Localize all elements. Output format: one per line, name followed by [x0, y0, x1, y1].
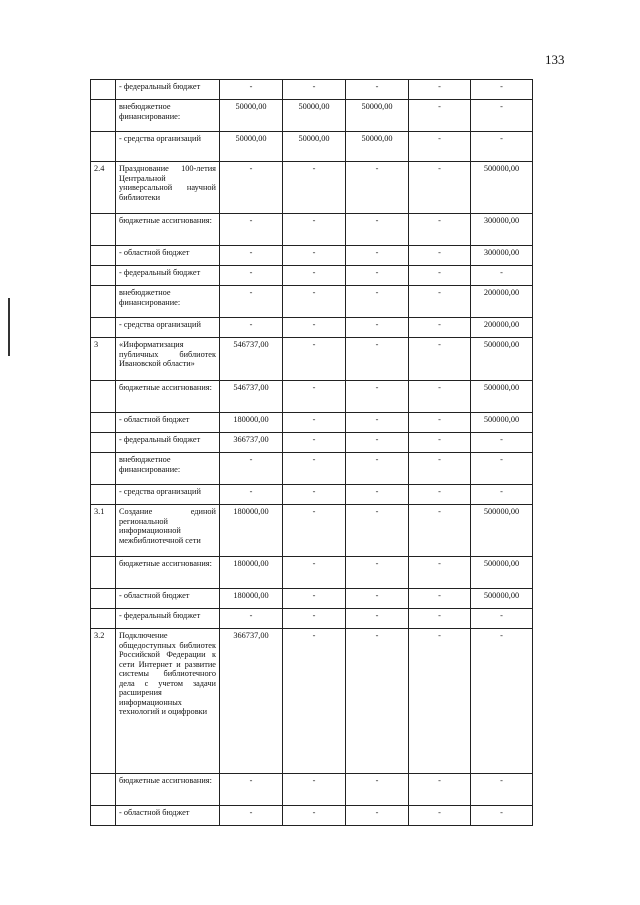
value-col-1: - [220, 318, 283, 338]
value-col-3: - [346, 774, 409, 806]
value-col-1: 366737,00 [220, 433, 283, 453]
table-row [91, 381, 533, 413]
page-number: 133 [545, 52, 565, 67]
row-label: - областной бюджет [116, 589, 220, 609]
value-col-2: - [283, 774, 346, 806]
value-col-2: - [283, 80, 346, 100]
value-col-2: - [283, 806, 346, 826]
table-row [91, 246, 533, 266]
row-number: 2.4 [91, 162, 116, 214]
value-col-1: - [220, 80, 283, 100]
value-col-4: - [409, 589, 471, 609]
value-col-5: 500000,00 [471, 413, 533, 433]
value-col-5: 200000,00 [471, 318, 533, 338]
value-col-1: 50000,00 [220, 100, 283, 132]
value-col-2: - [283, 266, 346, 286]
value-col-4: - [409, 286, 471, 318]
value-col-5: - [471, 609, 533, 629]
table-row [91, 318, 533, 338]
value-col-4: - [409, 132, 471, 162]
value-col-4: - [409, 214, 471, 246]
value-col-2: - [283, 318, 346, 338]
row-number [91, 453, 116, 485]
value-col-5: 200000,00 [471, 286, 533, 318]
value-col-4: - [409, 318, 471, 338]
value-col-3: - [346, 505, 409, 557]
table-row [91, 505, 533, 557]
row-number [91, 246, 116, 266]
value-col-2: 50000,00 [283, 100, 346, 132]
row-label: - средства организаций [116, 485, 220, 505]
row-label: - средства организаций [116, 132, 220, 162]
value-col-3: 50000,00 [346, 100, 409, 132]
value-col-2: - [283, 485, 346, 505]
value-col-1: - [220, 162, 283, 214]
row-number [91, 774, 116, 806]
value-col-4: - [409, 100, 471, 132]
value-col-1: 180000,00 [220, 413, 283, 433]
value-col-4: - [409, 485, 471, 505]
value-col-5: - [471, 433, 533, 453]
value-col-4: - [409, 246, 471, 266]
table-row [91, 485, 533, 505]
row-label: бюджетные ассигнования: [116, 557, 220, 589]
value-col-5: 500000,00 [471, 162, 533, 214]
value-col-1: - [220, 485, 283, 505]
row-number [91, 100, 116, 132]
row-label: внебюджетное финансирование: [116, 100, 220, 132]
row-label: - федеральный бюджет [116, 80, 220, 100]
table-body [91, 80, 533, 826]
value-col-3: - [346, 246, 409, 266]
value-col-3: - [346, 589, 409, 609]
row-label: бюджетные ассигнования: [116, 774, 220, 806]
row-label: внебюджетное финансирование: [116, 453, 220, 485]
value-col-3: - [346, 629, 409, 774]
value-col-2: - [283, 286, 346, 318]
table-row [91, 338, 533, 381]
value-col-2: - [283, 246, 346, 266]
value-col-5: 300000,00 [471, 246, 533, 266]
value-col-2: - [283, 589, 346, 609]
row-number: 3.2 [91, 629, 116, 774]
table-row [91, 433, 533, 453]
row-number [91, 214, 116, 246]
value-col-5: - [471, 774, 533, 806]
row-number [91, 433, 116, 453]
row-number [91, 806, 116, 826]
value-col-1: - [220, 214, 283, 246]
value-col-5: 300000,00 [471, 214, 533, 246]
value-col-5: - [471, 132, 533, 162]
row-number: 3.1 [91, 505, 116, 557]
margin-mark [8, 298, 10, 356]
table-row [91, 774, 533, 806]
budget-table [90, 79, 533, 826]
value-col-5: 500000,00 [471, 338, 533, 381]
value-col-1: - [220, 774, 283, 806]
value-col-4: - [409, 413, 471, 433]
row-label: бюджетные ассигнования: [116, 381, 220, 413]
table-row [91, 629, 533, 774]
row-label: «Информатизация публичных библиотек Ивановской области» [116, 338, 220, 381]
value-col-5: 500000,00 [471, 505, 533, 557]
value-col-3: 50000,00 [346, 132, 409, 162]
value-col-2: 50000,00 [283, 132, 346, 162]
value-col-3: - [346, 433, 409, 453]
value-col-2: - [283, 413, 346, 433]
table-row [91, 286, 533, 318]
table-row [91, 80, 533, 100]
value-col-4: - [409, 609, 471, 629]
value-col-4: - [409, 266, 471, 286]
value-col-3: - [346, 413, 409, 433]
row-label: - областной бюджет [116, 246, 220, 266]
value-col-3: - [346, 806, 409, 826]
table-row [91, 557, 533, 589]
value-col-4: - [409, 80, 471, 100]
value-col-1: 546737,00 [220, 338, 283, 381]
value-col-4: - [409, 381, 471, 413]
row-number [91, 286, 116, 318]
value-col-2: - [283, 609, 346, 629]
row-number [91, 413, 116, 433]
value-col-2: - [283, 433, 346, 453]
row-label: Празднование 100-летия Центральной универсальной научной библиотеки [116, 162, 220, 214]
value-col-3: - [346, 266, 409, 286]
value-col-5: - [471, 453, 533, 485]
value-col-2: - [283, 381, 346, 413]
table-row [91, 806, 533, 826]
row-number [91, 80, 116, 100]
value-col-3: - [346, 485, 409, 505]
table-row [91, 100, 533, 132]
row-number [91, 589, 116, 609]
value-col-4: - [409, 162, 471, 214]
value-col-4: - [409, 433, 471, 453]
row-label: бюджетные ассигнования: [116, 214, 220, 246]
row-number: 3 [91, 338, 116, 381]
value-col-4: - [409, 453, 471, 485]
row-number [91, 485, 116, 505]
row-label: - федеральный бюджет [116, 433, 220, 453]
value-col-2: - [283, 557, 346, 589]
row-number [91, 132, 116, 162]
table-row [91, 214, 533, 246]
value-col-1: - [220, 453, 283, 485]
value-col-4: - [409, 629, 471, 774]
table-row [91, 453, 533, 485]
value-col-1: 366737,00 [220, 629, 283, 774]
value-col-1: 50000,00 [220, 132, 283, 162]
value-col-1: - [220, 266, 283, 286]
value-col-5: - [471, 485, 533, 505]
value-col-2: - [283, 629, 346, 774]
value-col-5: 500000,00 [471, 381, 533, 413]
value-col-5: - [471, 266, 533, 286]
value-col-5: - [471, 806, 533, 826]
row-label: - федеральный бюджет [116, 609, 220, 629]
row-label: - средства организаций [116, 318, 220, 338]
value-col-1: - [220, 286, 283, 318]
value-col-2: - [283, 505, 346, 557]
row-label: внебюджетное финансирование: [116, 286, 220, 318]
value-col-3: - [346, 318, 409, 338]
value-col-5: 500000,00 [471, 557, 533, 589]
value-col-2: - [283, 162, 346, 214]
value-col-4: - [409, 505, 471, 557]
value-col-1: - [220, 246, 283, 266]
value-col-3: - [346, 80, 409, 100]
value-col-3: - [346, 381, 409, 413]
row-label: - федеральный бюджет [116, 266, 220, 286]
value-col-5: 500000,00 [471, 589, 533, 609]
value-col-5: - [471, 80, 533, 100]
table-row [91, 162, 533, 214]
row-number [91, 381, 116, 413]
value-col-4: - [409, 338, 471, 381]
table-row [91, 589, 533, 609]
value-col-1: - [220, 609, 283, 629]
value-col-1: 180000,00 [220, 505, 283, 557]
value-col-2: - [283, 214, 346, 246]
table-row [91, 609, 533, 629]
value-col-3: - [346, 162, 409, 214]
value-col-4: - [409, 806, 471, 826]
value-col-3: - [346, 453, 409, 485]
value-col-5: - [471, 629, 533, 774]
value-col-3: - [346, 338, 409, 381]
row-number [91, 266, 116, 286]
value-col-4: - [409, 774, 471, 806]
row-label: Подключение общедоступных библиотек Российской Федерации к сети Интернет и развитие системы библиотечного дела с учетом задачи расширения информационных технологий и оцифровки [116, 629, 220, 774]
row-number [91, 609, 116, 629]
value-col-1: - [220, 806, 283, 826]
table-row [91, 132, 533, 162]
value-col-2: - [283, 453, 346, 485]
value-col-3: - [346, 557, 409, 589]
value-col-2: - [283, 338, 346, 381]
row-label: Создание единой региональной информационной межбиблиотечной сети [116, 505, 220, 557]
value-col-1: 180000,00 [220, 589, 283, 609]
row-label: - областной бюджет [116, 806, 220, 826]
value-col-3: - [346, 214, 409, 246]
value-col-1: 180000,00 [220, 557, 283, 589]
row-label: - областной бюджет [116, 413, 220, 433]
value-col-1: 546737,00 [220, 381, 283, 413]
value-col-3: - [346, 609, 409, 629]
row-number [91, 318, 116, 338]
value-col-5: - [471, 100, 533, 132]
value-col-4: - [409, 557, 471, 589]
value-col-3: - [346, 286, 409, 318]
row-number [91, 557, 116, 589]
table-row [91, 413, 533, 433]
table-row [91, 266, 533, 286]
